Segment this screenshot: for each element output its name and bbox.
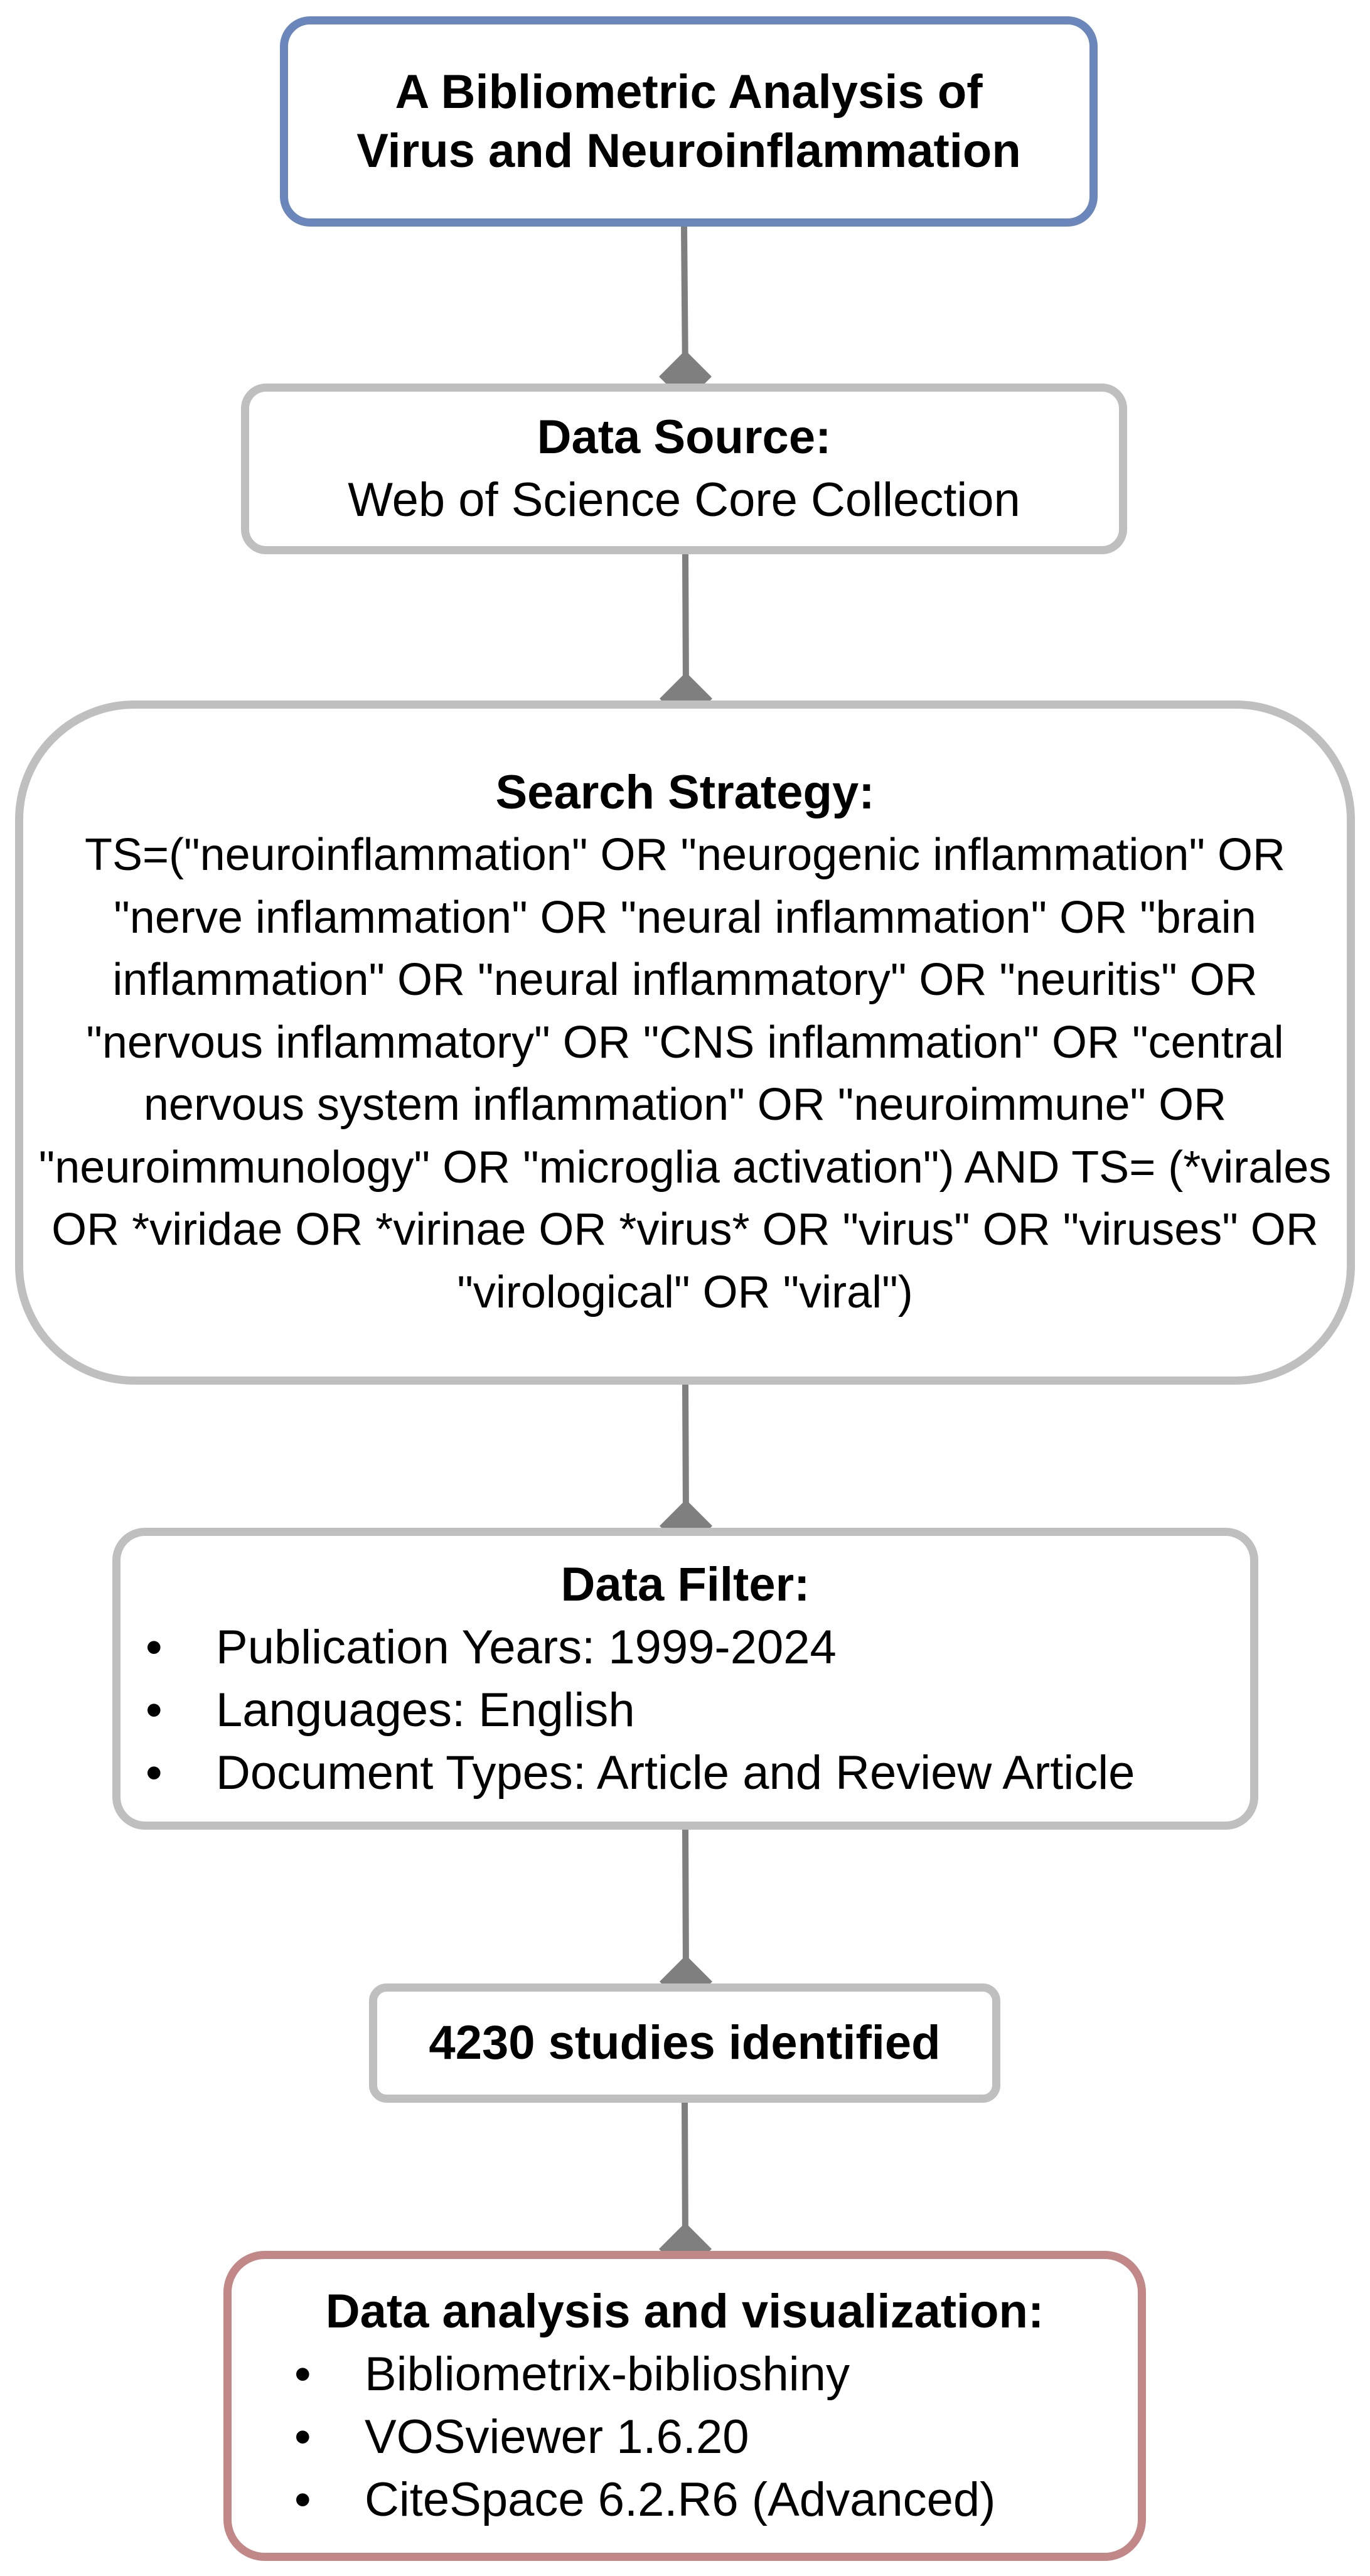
data-source-heading: Data Source: bbox=[537, 411, 832, 464]
search-strategy-heading: Search Strategy: bbox=[495, 766, 875, 819]
data-filter-list bbox=[120, 1616, 1135, 1805]
list-item-text: CiteSpace 6.2.R6 (Advanced) bbox=[365, 2473, 996, 2526]
list-item bbox=[294, 2406, 995, 2469]
list-item-text: Bibliometrix-biblioshiny bbox=[365, 2348, 850, 2401]
connector-line bbox=[685, 1830, 686, 1977]
bullet-icon: • bbox=[146, 1746, 163, 1800]
diagram-title bbox=[313, 63, 1066, 181]
analysis-box bbox=[223, 2251, 1146, 2561]
list-item bbox=[146, 1742, 1135, 1805]
analysis-list bbox=[232, 2343, 995, 2531]
list-item-text: Languages: English bbox=[216, 1683, 635, 1737]
list-item-text: VOSviewer 1.6.20 bbox=[365, 2410, 749, 2464]
bullet-icon: • bbox=[294, 2348, 311, 2401]
bullet-icon: • bbox=[146, 1620, 163, 1674]
data-filter-box bbox=[112, 1528, 1258, 1830]
search-strategy-query: TS=("neuroinflammation" OR "neurogenic inflammation" OR "nerve inflammation" OR "neural inflammation" OR "brain inflammation" OR "neural inflammatory" OR "neuritis" OR "nervous inflammatory" OR "CNS inflammation" OR "central nervous system inflammation" OR "neuroimmune" OR "neuroimmunology" OR "microglia activation") AND TS= (*virales OR *viridae OR *virinae OR *virus* OR "virus" OR "viruses" OR "virological" OR "viral") bbox=[38, 830, 1332, 1318]
studies-box bbox=[369, 1983, 1000, 2103]
bullet-icon: • bbox=[294, 2410, 311, 2464]
data-source-value: Web of Science Core Collection bbox=[348, 473, 1020, 527]
list-item bbox=[146, 1616, 1135, 1679]
list-item bbox=[294, 2469, 995, 2531]
data-source-box bbox=[241, 384, 1127, 554]
list-item bbox=[146, 1679, 1135, 1742]
studies-label: 4230 studies identified bbox=[429, 2016, 941, 2069]
bullet-icon: • bbox=[294, 2473, 311, 2526]
bullet-icon: • bbox=[146, 1683, 163, 1737]
search-strategy-box bbox=[15, 700, 1355, 1385]
title-line-2: Virus and Neuroinflammation bbox=[356, 124, 1021, 178]
title-box bbox=[280, 16, 1098, 227]
analysis-heading: Data analysis and visualization: bbox=[325, 2285, 1044, 2338]
list-item-text: Document Types: Article and Review Article bbox=[216, 1746, 1135, 1800]
title-line-1: A Bibliometric Analysis of bbox=[395, 65, 983, 119]
list-item bbox=[294, 2343, 995, 2406]
list-item-text: Publication Years: 1999-2024 bbox=[216, 1620, 837, 1674]
data-filter-heading: Data Filter: bbox=[560, 1557, 810, 1611]
